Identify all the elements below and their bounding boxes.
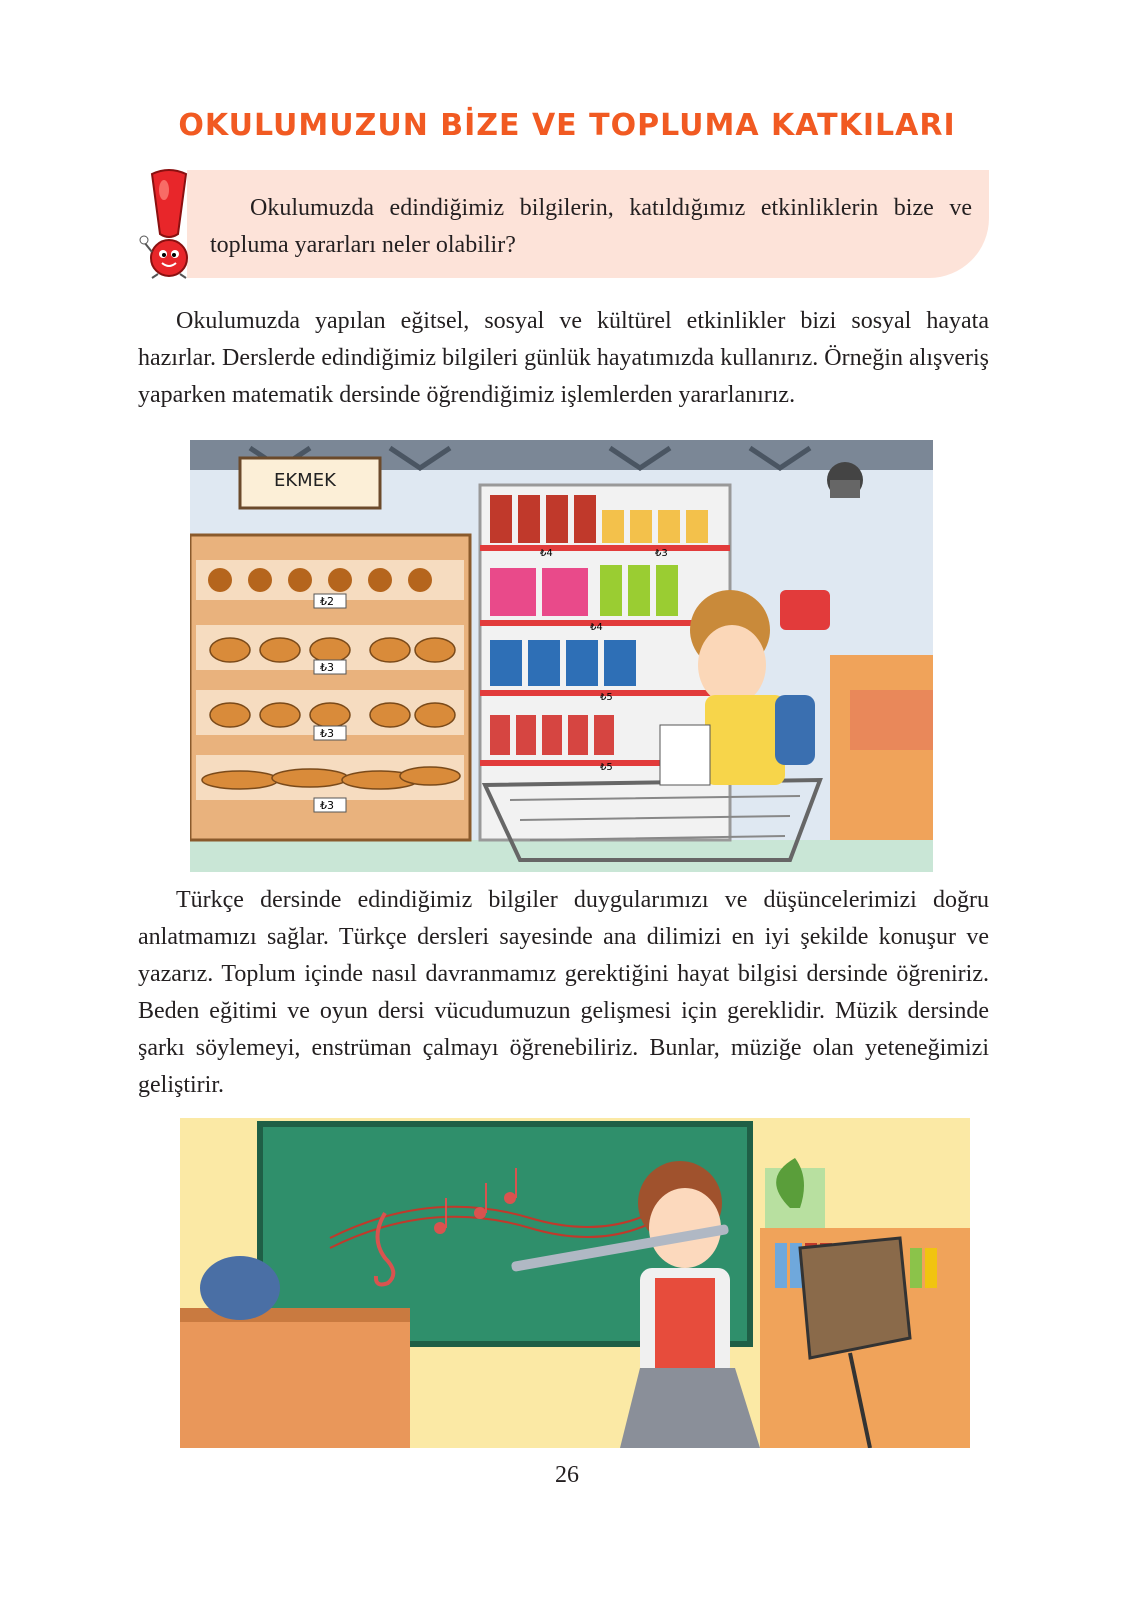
svg-text:₺4: ₺4 bbox=[540, 548, 553, 559]
svg-text:₺3: ₺3 bbox=[320, 799, 334, 812]
svg-text:₺2: ₺2 bbox=[320, 595, 334, 608]
paragraph-2: Türkçe dersinde edindiğimiz bilgiler duygularımızı ve düşüncelerimizi doğru anlatmamızı sağlar. Türkçe dersleri sayesinde ana dilimizi en iyi şekilde konuşur ve yazarız. Toplum içinde nasıl davranmamız gerektiğini hayat bilgisi dersinde öğreniriz. Beden eğitimi ve oyun dersi vücudumuzun gelişmesi için gereklidir. Müzik dersinde şarkı söylemeyi, enstrüman çalmayı öğrenebiliriz. Bunlar, müziğe olan yeteneğimizi geliştirir. bbox=[138, 887, 989, 1098]
svg-text:₺3: ₺3 bbox=[320, 727, 334, 740]
market-illustration bbox=[190, 440, 933, 872]
svg-text:₺4: ₺4 bbox=[590, 622, 603, 633]
svg-text:₺5: ₺5 bbox=[600, 692, 613, 703]
paragraph-1: Okulumuzda yapılan eğitsel, sosyal ve kültürel etkinlikler bizi sosyal hayata hazırlar. Derslerde edindiğimiz bilgileri günlük hayatımızda kullanırız. Örneğin alışveriş yaparken matematik dersinde öğrendiğimiz işlemlerden yararlanırız. bbox=[138, 308, 989, 408]
page-title: OKULUMUZUN BİZE VE TOPLUMA KATKILARI bbox=[178, 108, 956, 143]
page-number: 26 bbox=[555, 1462, 579, 1488]
bread-sign: EKMEK bbox=[274, 470, 336, 491]
exclamation-mascot-icon bbox=[138, 168, 200, 280]
music-class-illustration bbox=[180, 1118, 970, 1448]
question-text: Okulumuzda edindiğimiz bilgilerin, katıldığımız etkinliklerin bize ve topluma yararları neler olabilir? bbox=[210, 195, 972, 258]
svg-text:₺3: ₺3 bbox=[655, 548, 668, 559]
svg-text:₺3: ₺3 bbox=[320, 661, 334, 674]
svg-text:₺5: ₺5 bbox=[600, 762, 613, 773]
